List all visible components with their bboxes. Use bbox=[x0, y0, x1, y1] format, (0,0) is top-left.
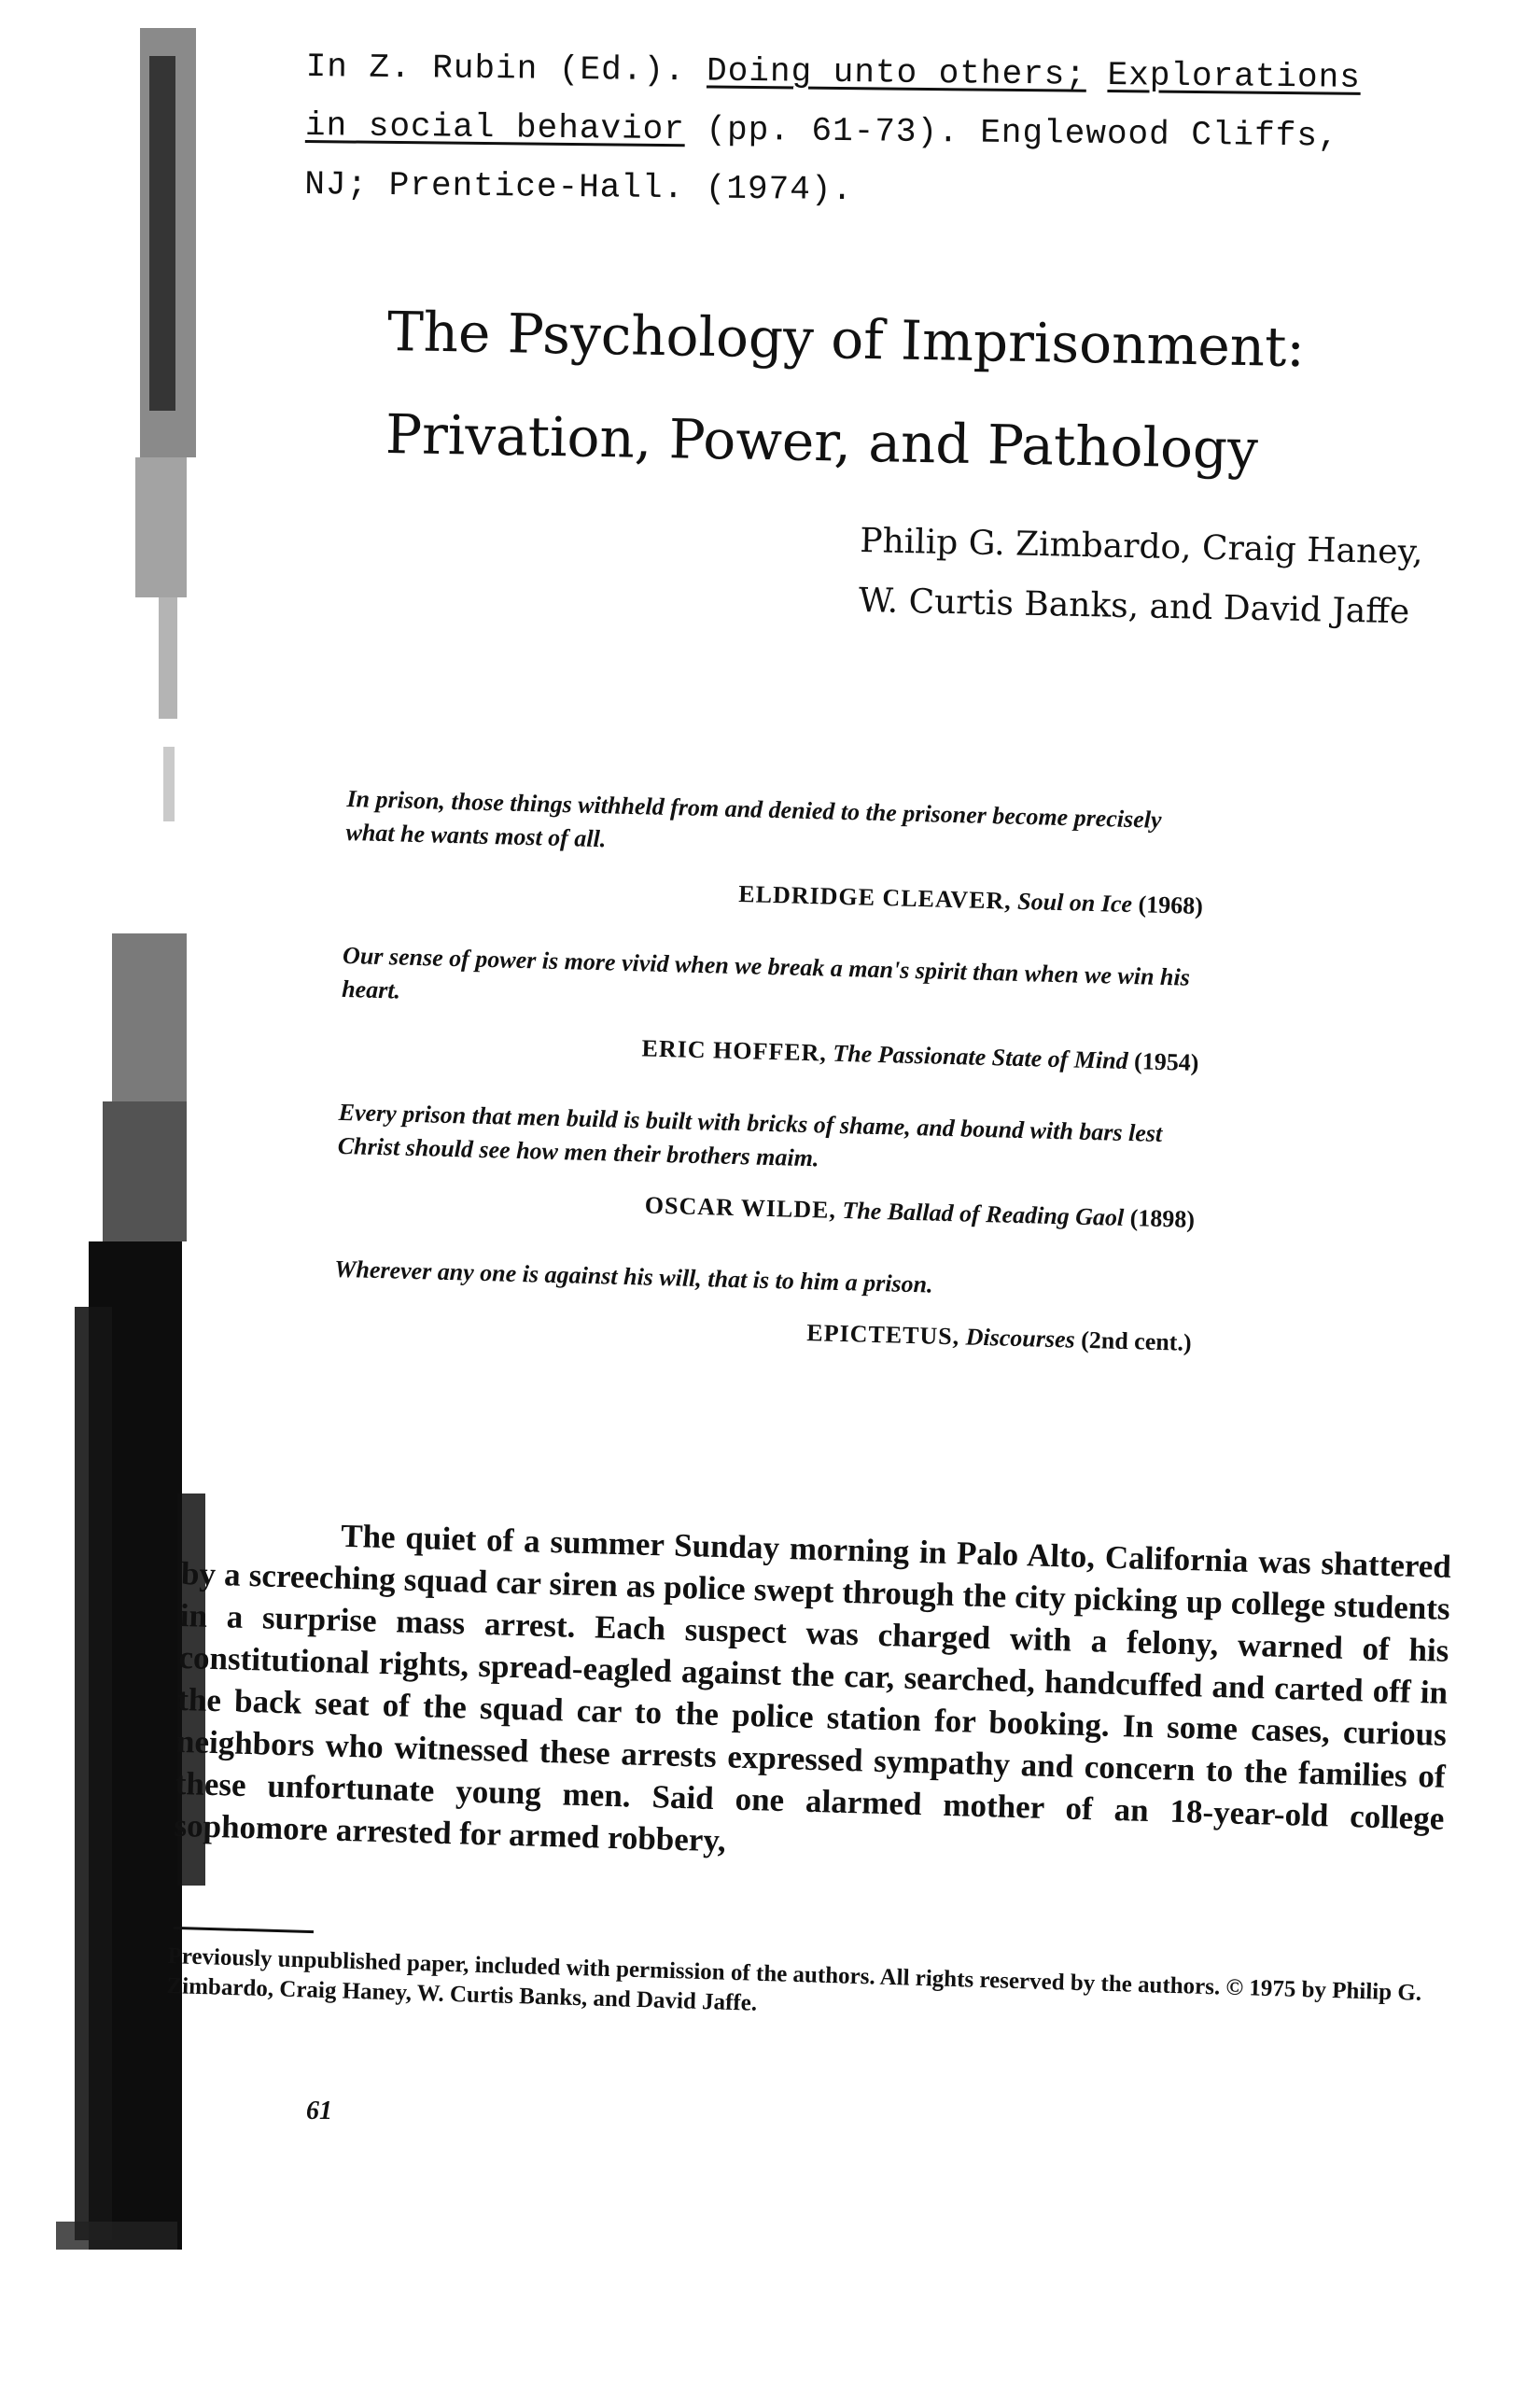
article-title bbox=[385, 280, 1306, 501]
epigraph-work: The Ballad of Reading Gaol bbox=[842, 1197, 1125, 1231]
citation-series-part2: in social behavior bbox=[304, 105, 686, 149]
epigraph-author: EPICTETUS, bbox=[806, 1319, 960, 1351]
epigraph-quote: Our sense of power is more vivid when we break a man's spirit than when we win his heart. bbox=[341, 941, 1191, 1004]
citation-series-part1: Explorations bbox=[1107, 55, 1362, 97]
citation-line-3: NJ; Prentice-Hall. (1974). bbox=[304, 164, 854, 210]
epigraph-year: (1968) bbox=[1138, 890, 1204, 920]
footnote: Previously unpublished paper, included with permission of the authors. All rights reserved by the authors. © 1975 by Philip G. Zimbardo, Craig Haney, W. Curtis Banks, and David Jaffe. bbox=[166, 1942, 1422, 2016]
epigraph-work: Discourses bbox=[965, 1323, 1076, 1353]
article-authors bbox=[858, 512, 1423, 643]
binding-shadow bbox=[0, 0, 224, 2398]
epigraph-attribution bbox=[344, 870, 1231, 921]
epigraph-author: OSCAR WILDE, bbox=[644, 1191, 837, 1224]
epigraphs bbox=[331, 782, 1233, 1399]
epigraph-work: Soul on Ice bbox=[1016, 887, 1133, 919]
body-paragraph: The quiet of a summer Sunday morning in Palo Alto, California was shattered by a screeching squad car siren as police swept through the city picking up college students in a surprise mass arrest. Each suspect was charged with a felony, warned of his constitutional rights, spread-eagled against the car, searched, handcuffed and carted off in the back seat of the squad car to the police station for booking. In some cases, curious neighbors who witnessed these arrests expressed sympathy and concern to the families of these unfortunate young men. Said one alarmed mother of an 18-year-old college sophomore arrested for armed robbery, bbox=[174, 1517, 1452, 1859]
epigraph-attribution bbox=[340, 1027, 1226, 1078]
epigraph-year: (2nd cent.) bbox=[1080, 1325, 1192, 1356]
authors-line-1: Philip G. Zimbardo, Craig Haney, bbox=[859, 521, 1423, 572]
title-line-1: The Psychology of Imprisonment: bbox=[386, 299, 1306, 380]
epigraph-year: (1954) bbox=[1133, 1047, 1199, 1076]
epigraph-attribution bbox=[333, 1307, 1220, 1358]
epigraph-year: (1898) bbox=[1129, 1204, 1196, 1233]
title-line-2: Privation, Power, and Pathology bbox=[385, 401, 1259, 482]
citation-book-title: Doing unto others; bbox=[706, 51, 1087, 94]
epigraph-quote: Every prison that men build is built with bricks of shame, and bound with bars lest Christ should see how men their brothers maim. bbox=[337, 1098, 1163, 1172]
citation-prefix: In Z. Rubin (Ed.). bbox=[305, 47, 686, 91]
citation-header bbox=[304, 37, 1519, 227]
epigraph-author: ERIC HOFFER, bbox=[641, 1034, 828, 1067]
page-number: 61 bbox=[306, 2096, 332, 2125]
epigraph-quote: In prison, those things withheld from and denied to the prisoner become precisely what he wants most of all. bbox=[345, 784, 1162, 853]
citation-pages-publisher: (pp. 61-73). Englewood Cliffs, bbox=[706, 110, 1339, 156]
authors-line-2: W. Curtis Banks, and David Jaffe bbox=[858, 581, 1410, 632]
epigraph-author: ELDRIDGE CLEAVER, bbox=[738, 880, 1013, 915]
epigraph-work: The Passionate State of Mind bbox=[833, 1039, 1129, 1074]
epigraph-quote: Wherever any one is against his will, that is to him a prison. bbox=[333, 1255, 933, 1298]
epigraph-attribution bbox=[336, 1184, 1223, 1235]
